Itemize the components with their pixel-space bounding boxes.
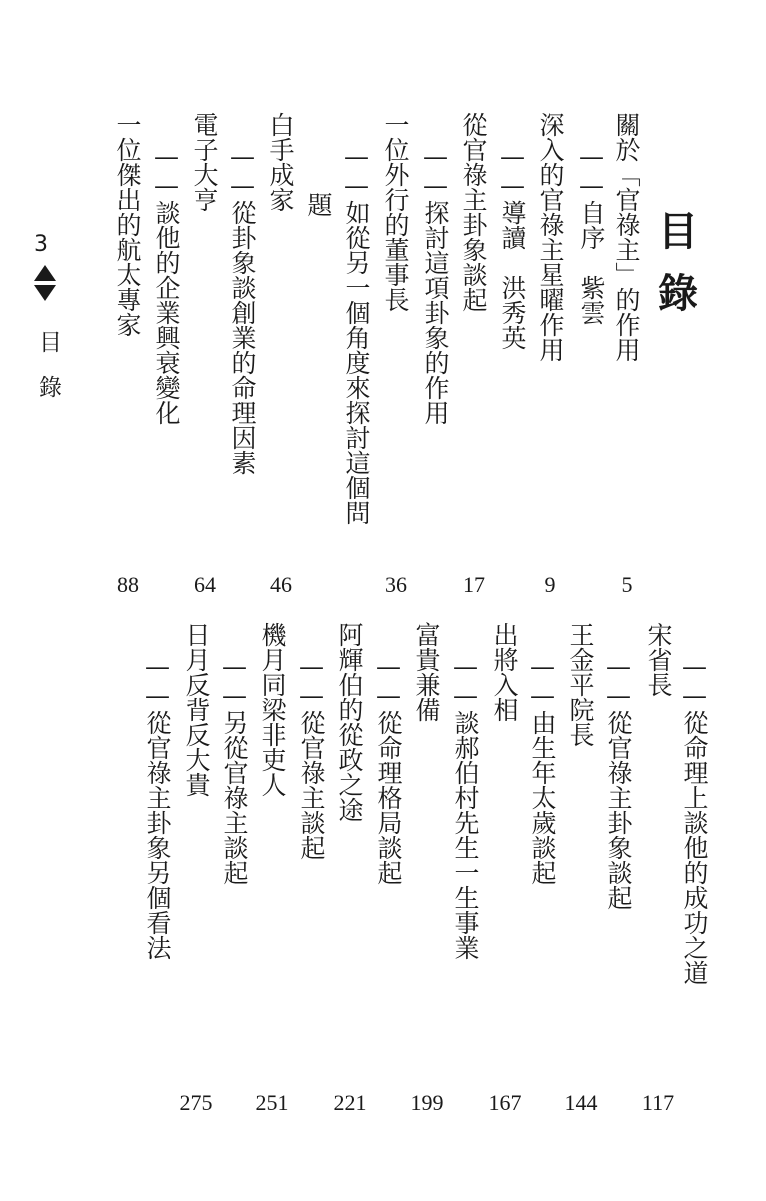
toc-page-number: 117: [641, 1090, 675, 1115]
page-number: 3: [34, 232, 48, 257]
toc-page-number: 167: [488, 1090, 522, 1115]
toc-entry: 關於「官祿主」的作用: [612, 112, 641, 362]
toc-entry: 阿輝伯的從政之途: [335, 622, 364, 822]
toc-subtitle: ——從命理上談他的成功之道: [680, 652, 709, 985]
toc-subtitle: ——從卦象談創業的命理因素: [228, 142, 257, 475]
toc-subtitle: ——如從另一個角度來探討這個問: [342, 142, 371, 525]
toc-page-number: 17: [463, 572, 485, 597]
toc-page-number: 46: [270, 572, 292, 597]
toc-subtitle: ——自序 紫雲: [577, 142, 606, 325]
toc-subtitle: ——談郝伯村先生一生事業: [451, 652, 480, 960]
toc-entry: 深入的官祿主星曜作用: [536, 112, 565, 362]
toc-page-number: 36: [385, 572, 407, 597]
toc-subtitle: 題: [304, 192, 333, 217]
toc-entry: 一位外行的董事長: [381, 112, 410, 312]
toc-subtitle: ——談他的企業興衰變化: [152, 142, 181, 425]
up-down-arrows-icon: [32, 263, 58, 303]
toc-subtitle: ——探討這項卦象的作用: [421, 142, 450, 425]
toc-title-char-2: 錄: [658, 271, 698, 317]
toc-subtitle: ——從官祿主卦象另個看法: [143, 652, 172, 960]
toc-subtitle: ——從官祿主卦象談起: [604, 652, 633, 910]
toc-entry: 白手成家: [266, 112, 295, 212]
toc-entry: 機月同梁非吏人: [258, 622, 287, 797]
toc-page-number: 88: [117, 572, 139, 597]
toc-entry: 一位傑出的航太專家: [113, 112, 142, 337]
toc-entry: 電子大亨: [190, 112, 219, 212]
toc-entry: 出將入相: [490, 622, 519, 722]
toc-page-number: 144: [564, 1090, 598, 1115]
toc-entry: 王金平院長: [566, 622, 595, 747]
toc-entry: 宋省長: [644, 622, 673, 697]
toc-entry: 從官祿主卦象談起: [459, 112, 488, 312]
toc-page-number: 5: [621, 572, 633, 597]
toc-page-number: 199: [410, 1090, 444, 1115]
toc-page-number: 275: [179, 1090, 213, 1115]
toc-page-number: 9: [544, 572, 556, 597]
toc-title-char-1: 目: [658, 209, 698, 255]
toc-page-number: 251: [255, 1090, 289, 1115]
toc-subtitle: ——由生年太歲談起: [528, 652, 557, 885]
toc-entry: 富貴兼備: [412, 622, 441, 722]
toc-entry: 日月反背反大貴: [182, 622, 211, 797]
toc-subtitle: ——另從官祿主談起: [220, 652, 249, 885]
side-section-label: 目錄: [35, 330, 61, 420]
toc-page-number: 64: [194, 572, 216, 597]
toc-page-number: 221: [333, 1090, 367, 1115]
toc-subtitle: ——從官祿主談起: [297, 652, 326, 860]
toc-subtitle: ——從命理格局談起: [374, 652, 403, 885]
toc-subtitle: ——導讀 洪秀英: [498, 142, 527, 350]
